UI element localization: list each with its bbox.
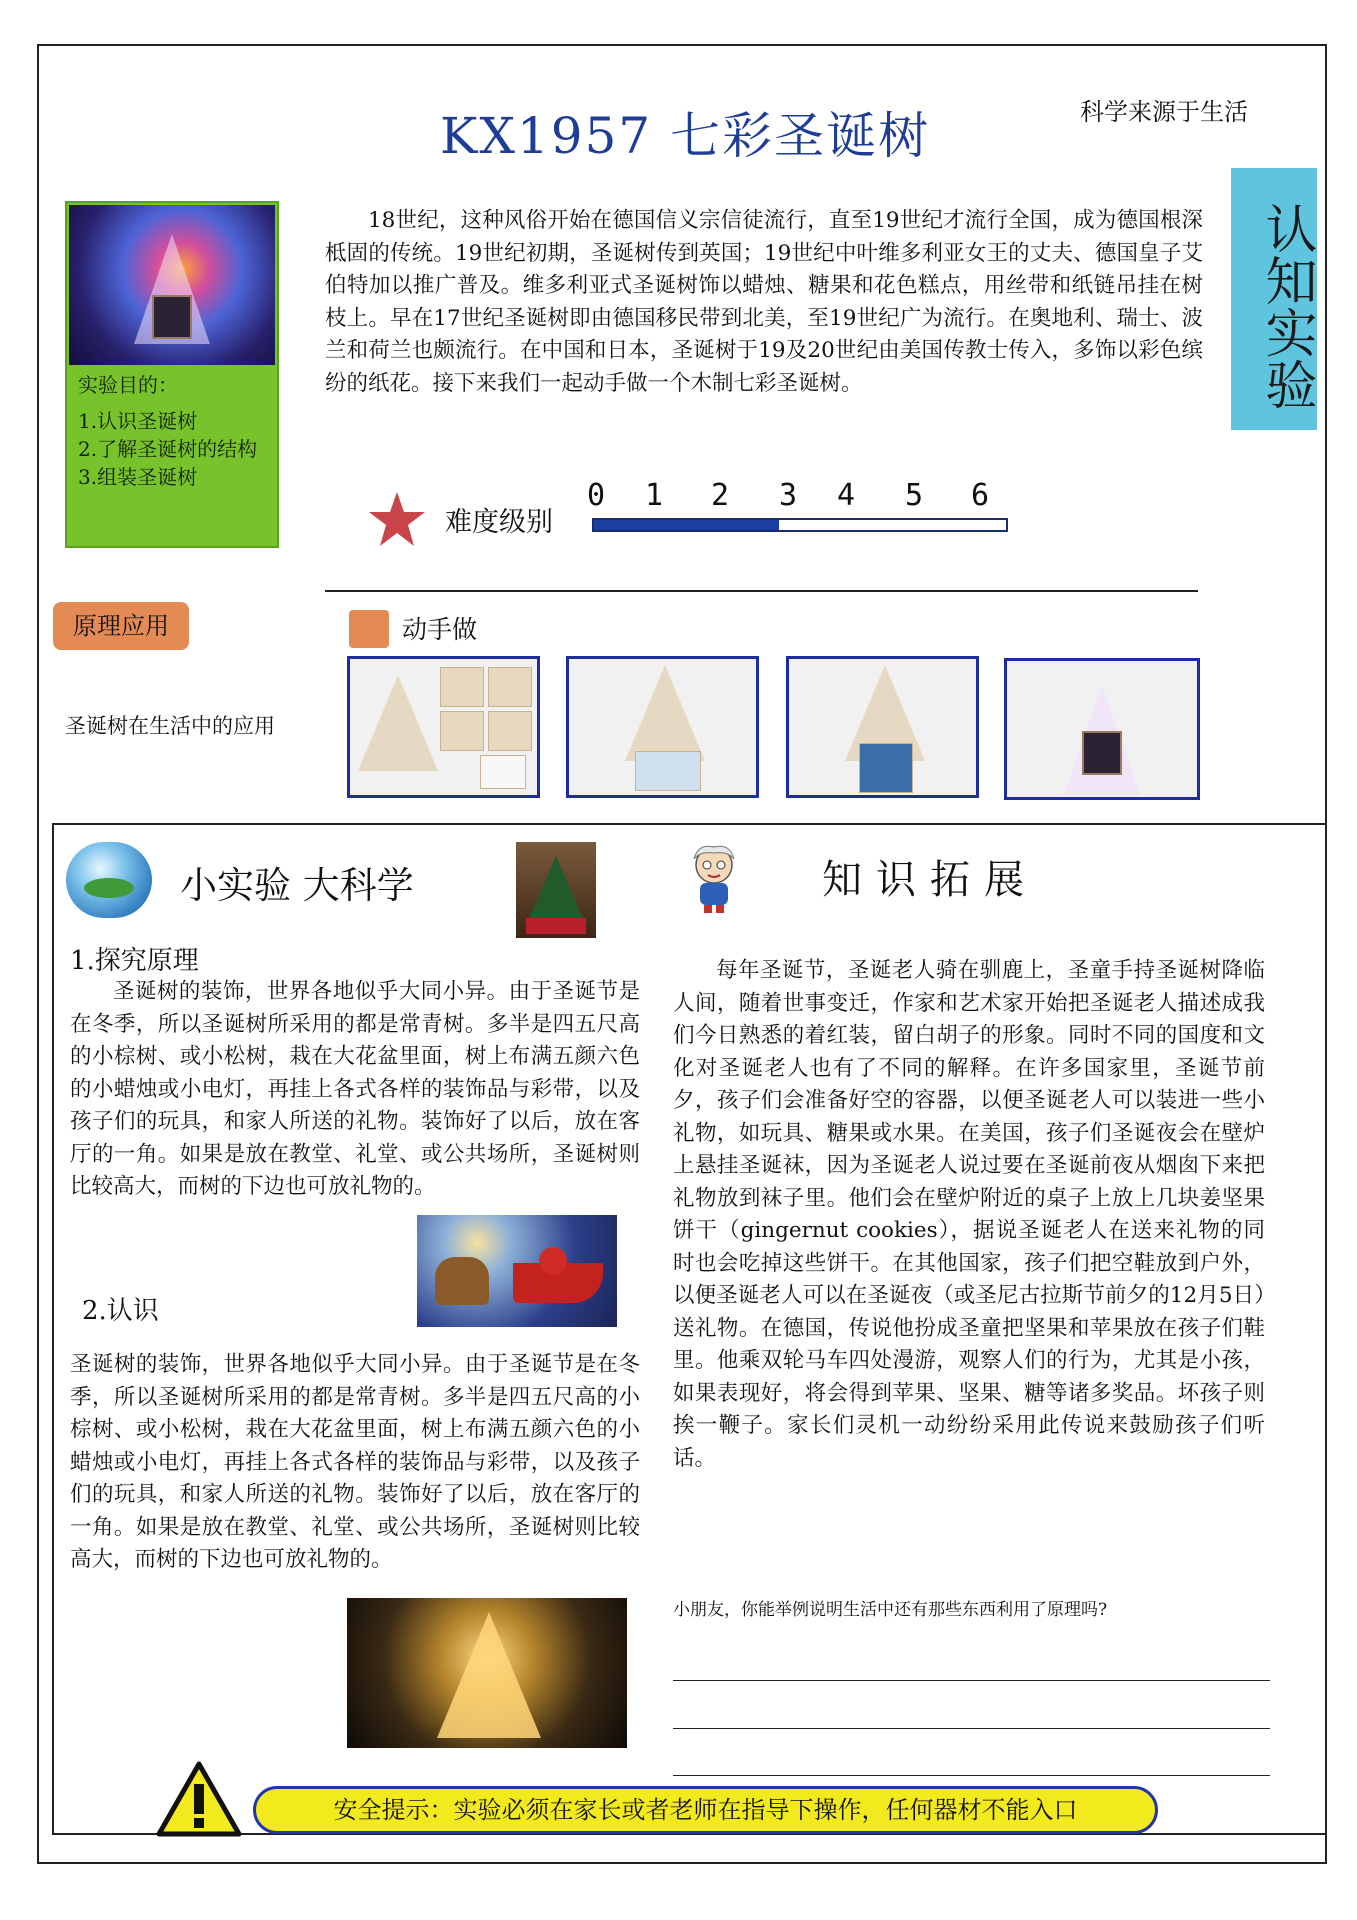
scale-tick: 3 [779, 478, 798, 513]
difficulty-bar [592, 518, 1008, 532]
scientist-icon [684, 843, 744, 915]
section-1-text [70, 976, 640, 1204]
tree-shape [437, 1612, 541, 1738]
aim-item: 2.了解圣诞树的结构 [78, 437, 258, 461]
wood-panel [488, 711, 532, 751]
intro-text: 18世纪，这种风俗开始在德国信义宗信徒流行，直至19世纪才流行全国，成为德国根深柢固的传统。19世纪初期，圣诞树传到英国；19世纪中叶维多利亚女王的丈夫、德国皇子艾伯特加以推广普及。维多利亚式圣诞树饰以蜡烛、糖果和花色糕点，用丝带和纸链吊挂在树枝上。早在17世纪圣诞树即由德国移民带到北美，至19世纪广为流行。在奥地利、瑞士、波兰和荷兰也颇流行。在中国和日本，圣诞树于19及20世纪由美国传教士传入，多饰以彩色缤纷的纸花。接下来我们一起动手做一个木制七彩圣诞树。 [325, 208, 1203, 396]
scale-tick: 2 [711, 478, 730, 513]
globe-icon [66, 842, 152, 918]
knowledge-title: 知识拓展 [822, 857, 1038, 903]
section-2-text: 圣诞树的装饰，世界各地似乎大同小异。由于圣诞节是在冬季，所以圣诞树所采用的都是常青树。多半是四五尺高的小棕树、或小松树，栽在大花盆里面，树上布满五颜六色的小蜡烛或小电灯，再挂上各式各样的装饰品与彩带，以及孩子们的玩具，和家人所送的礼物。装饰好了以后，放在客厅的一角。如果是放在教堂、礼堂、或公共场所，圣诞树则比较高大，而树的下边也可放礼物的。 [70, 1352, 640, 1572]
difficulty-label: 难度级别 [445, 507, 553, 538]
scale-tick: 0 [587, 478, 606, 513]
gifts [526, 918, 586, 934]
do-it-marker [349, 610, 389, 648]
santa [539, 1247, 567, 1275]
intro-paragraph [325, 205, 1203, 400]
santa-sleigh-image [417, 1215, 617, 1327]
answer-line[interactable] [673, 1680, 1270, 1681]
wood-panel [440, 711, 484, 751]
knowledge-text [673, 955, 1265, 1475]
base-panel [480, 755, 526, 789]
section-1-title: 1.探究原理 [70, 946, 199, 976]
divider [325, 590, 1198, 592]
scale-tick: 4 [837, 478, 856, 513]
scale-tick: 6 [971, 478, 990, 513]
category-tag: 认知实验 [1231, 168, 1317, 430]
step-image-parts [347, 656, 540, 798]
scale-tick: 5 [905, 478, 924, 513]
wood-panel [440, 667, 484, 707]
difficulty-bar-fill [594, 520, 779, 530]
golden-tree-image [347, 1598, 627, 1748]
small-experiment-title: 小实验 大科学 [180, 864, 414, 907]
aim-heading: 实验目的： [78, 373, 178, 397]
island [84, 878, 134, 898]
aim-item: 3.组装圣诞树 [78, 465, 198, 489]
step-image-assembled-1 [566, 656, 759, 798]
aim-item: 1.认识圣诞树 [78, 409, 198, 433]
tree-board [625, 665, 705, 761]
step-image-lit [1004, 658, 1200, 800]
page-title: KX1957 七彩圣诞树 [440, 107, 931, 165]
safety-notice: 安全提示：实验必须在家长或者老师在指导下操作，任何器材不能入口 [253, 1786, 1158, 1834]
section-2-title: 2.认识 [82, 1296, 159, 1326]
aim-list [78, 371, 268, 491]
answer-line[interactable] [673, 1775, 1270, 1776]
tree-shape [526, 856, 586, 926]
step-image-assembled-2 [786, 656, 979, 798]
question-prompt: 小朋友，你能举例说明生活中还有那些东西利用了原理吗? [673, 1600, 1108, 1620]
star-icon [367, 490, 427, 548]
do-it-label: 动手做 [402, 615, 478, 644]
lamp-box [1082, 731, 1122, 775]
scale-tick: 1 [645, 478, 664, 513]
tree-board [358, 675, 438, 771]
christmas-tree-image [516, 842, 596, 938]
base-box [859, 743, 913, 793]
slogan: 科学来源于生活 [1080, 98, 1248, 126]
wood-panel [488, 667, 532, 707]
warning-icon [155, 1760, 243, 1838]
difficulty-scale [587, 478, 1007, 512]
base-box [635, 751, 701, 791]
reindeer [435, 1257, 489, 1305]
section-1-paragraph: 圣诞树的装饰，世界各地似乎大同小异。由于圣诞节是在冬季，所以圣诞树所采用的都是常青树。多半是四五尺高的小棕树、或小松树，栽在大花盆里面，树上布满五颜六色的小蜡烛或小电灯，再挂上各式各样的装饰品与彩带，以及孩子们的玩具，和家人所送的礼物。装饰好了以后，放在客厅的一角。如果是放在教堂、礼堂、或公共场所，圣诞树则比较高大，而树的下边也可放礼物的。 [70, 979, 640, 1199]
principle-label: 原理应用 [53, 602, 189, 650]
application-text: 圣诞树在生活中的应用 [65, 714, 275, 738]
answer-line[interactable] [673, 1728, 1270, 1729]
product-photo [69, 205, 275, 365]
lamp-box [152, 295, 192, 339]
knowledge-paragraph: 每年圣诞节，圣诞老人骑在驯鹿上，圣童手持圣诞树降临人间，随着世事变迁，作家和艺术家开始把圣诞老人描述成我们今日熟悉的着红装，留白胡子的形象。同时不同的国度和文化对圣诞老人也有了不同的解释。在许多国家里，圣诞节前夕，孩子们会准备好空的容器，以便圣诞老人可以装进一些小礼物，如玩具、糖果或水果。在美国，孩子们圣诞夜会在壁炉上悬挂圣诞袜，因为圣诞老人说过要在圣诞前夜从烟囱下来把礼物放到袜子里。他们会在壁炉附近的桌子上放上几块姜坚果饼干（gingernut cookies），据说圣诞老人在送来礼物的同时也会吃掉这些饼干。在其他国家，孩子们把空鞋放到户外，以便圣诞老人可以在圣诞夜（或圣尼古拉斯节前夕的12月5日）送礼物。在德国，传说他扮成圣童把坚果和苹果放在孩子们鞋里。他乘双轮马车四处漫游，观察人们的行为，尤其是小孩，如果表现好，将会得到苹果、坚果、糖等诸多奖品。坏孩子则挨一鞭子。家长们灵机一动纷纷采用此传说来鼓励孩子们听话。 [673, 958, 1265, 1471]
